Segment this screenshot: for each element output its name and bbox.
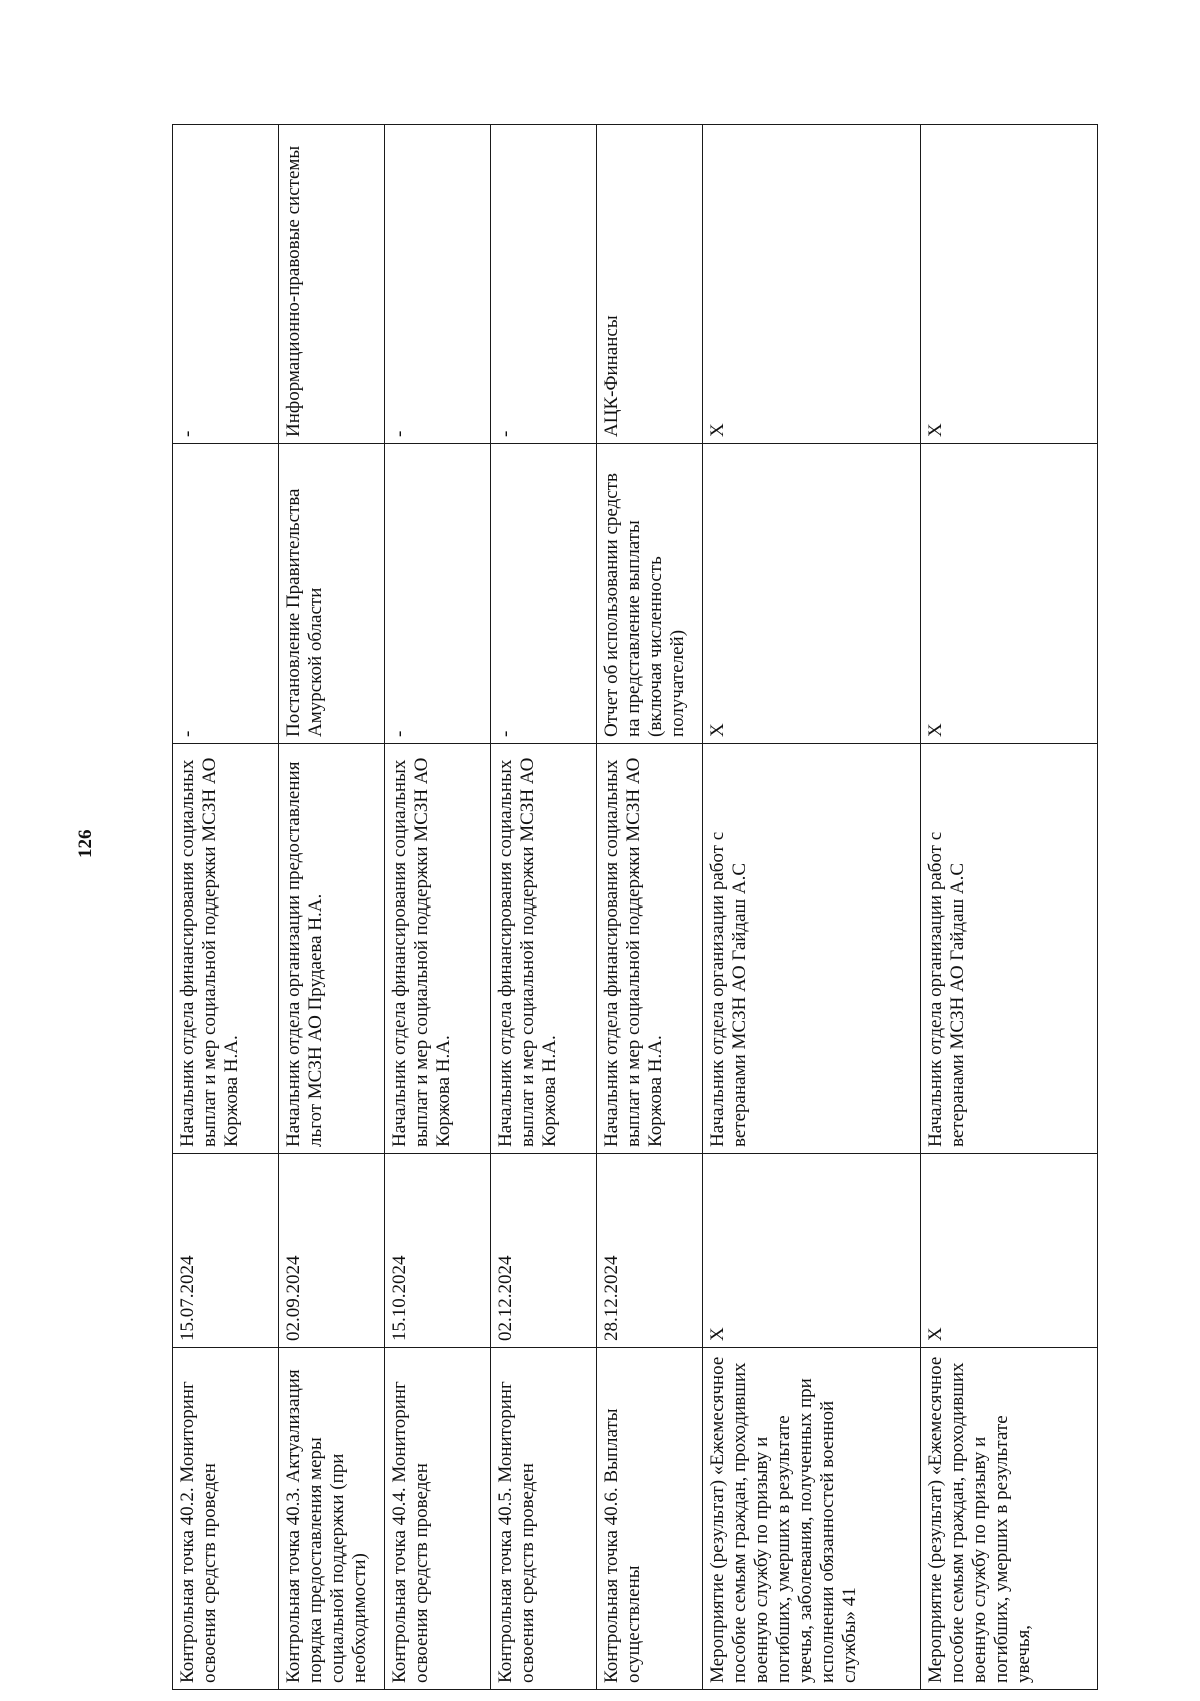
- cell-date: X: [703, 1154, 921, 1348]
- cell-date: 02.12.2024: [491, 1154, 597, 1348]
- page-number: 126: [75, 829, 96, 858]
- cell-responsible: Начальник отдела организации работ с ветеранами МСЗН АО Гайдаш А.С: [921, 744, 1098, 1154]
- cell-date: 15.07.2024: [173, 1154, 279, 1348]
- cell-system: X: [921, 125, 1098, 444]
- cell-document: Постановление Правительства Амурской области: [279, 444, 385, 744]
- cell-name: Мероприятие (результат) «Ежемесячное пособие семьям граждан, проходивших военную службу по призыву и погибших, умерших в результате увечья, заболевания, полученных при исполнении обязанностей военной службы» 41: [703, 1348, 921, 1690]
- cell-responsible: Начальник отдела финансирования социальных выплат и мер социальной поддержки МСЗН АО Коржова Н.А.: [173, 744, 279, 1154]
- cell-document: -: [173, 444, 279, 744]
- cell-responsible: Начальник отдела организации работ с ветеранами МСЗН АО Гайдаш А.С: [703, 744, 921, 1154]
- table-row: [597, 125, 703, 1690]
- cell-system: Информационно-правовые системы: [279, 125, 385, 444]
- table-row: [279, 125, 385, 1690]
- cell-document: -: [491, 444, 597, 744]
- cell-name: Контрольная точка 40.6. Выплаты осуществлены: [597, 1348, 703, 1690]
- cell-name: Контрольная точка 40.4. Мониторинг освоения средств проведен: [385, 1348, 491, 1690]
- cell-date: 02.09.2024: [279, 1154, 385, 1348]
- cell-document: Отчет об использовании средств на представление выплаты (включая численность получателей): [597, 444, 703, 744]
- cell-system: -: [491, 125, 597, 444]
- cell-date: X: [921, 1154, 1098, 1348]
- cell-responsible: Начальник отдела финансирования социальных выплат и мер социальной поддержки МСЗН АО Коржова Н.А.: [385, 744, 491, 1154]
- cell-responsible: Начальник отдела финансирования социальных выплат и мер социальной поддержки МСЗН АО Коржова Н.А.: [597, 744, 703, 1154]
- cell-name: Контрольная точка 40.5. Мониторинг освоения средств проведен: [491, 1348, 597, 1690]
- cell-name: Контрольная точка 40.3. Актуализация порядка предоставления меры социальной поддержки (при необходимости): [279, 1348, 385, 1690]
- table-row: [385, 125, 491, 1690]
- cell-system: -: [385, 125, 491, 444]
- cell-responsible: Начальник отдела организации предоставления льгот МСЗН АО Прудаева Н.А.: [279, 744, 385, 1154]
- table-row: [491, 125, 597, 1690]
- cell-responsible: Начальник отдела финансирования социальных выплат и мер социальной поддержки МСЗН АО Коржова Н.А.: [491, 744, 597, 1154]
- cell-date: 15.10.2024: [385, 1154, 491, 1348]
- cell-name: Контрольная точка 40.2. Мониторинг освоения средств проведен: [173, 1348, 279, 1690]
- cell-system: X: [703, 125, 921, 444]
- cell-document: X: [921, 444, 1098, 744]
- cell-date: 28.12.2024: [597, 1154, 703, 1348]
- rotated-table-container: [172, 125, 1097, 1690]
- cell-system: АЦК-Финансы: [597, 125, 703, 444]
- plan-table: [172, 124, 1098, 1690]
- table-row: [703, 125, 921, 1690]
- cell-document: -: [385, 444, 491, 744]
- table-row: [921, 125, 1098, 1690]
- cell-name: Мероприятие (результат) «Ежемесячное пособие семьям граждан, проходивших военную службу по призыву и погибших, умерших в результате увечья,: [921, 1348, 1098, 1690]
- table-row: [173, 125, 279, 1690]
- cell-system: -: [173, 125, 279, 444]
- cell-document: X: [703, 444, 921, 744]
